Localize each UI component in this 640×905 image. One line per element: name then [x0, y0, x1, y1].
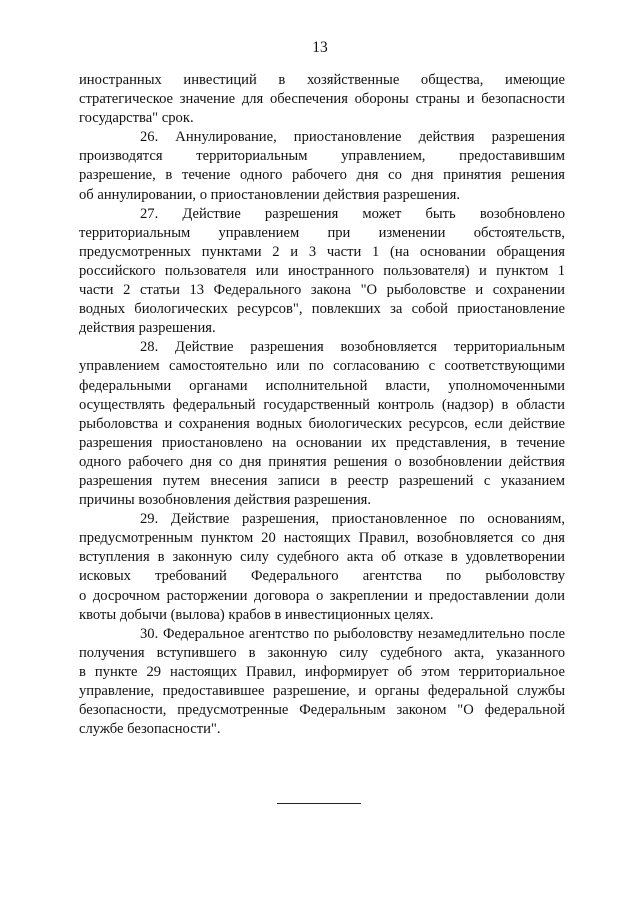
text-line: водных биологических ресурсов", повлекших за собой приостановление: [79, 301, 565, 318]
text-line: разрешения путем внесения записи в реестр разрешений с указанием: [79, 472, 565, 489]
text-line: разрешения приостановлено на основании их представления, в течение: [79, 434, 565, 451]
end-divider: [277, 803, 361, 804]
text-line: 29. Действие разрешения, приостановленное по основаниям,: [140, 511, 565, 528]
text-line: разрешение, в течение одного рабочего дня со дня принятия решения: [79, 167, 565, 184]
text-line: 28. Действие разрешения возобновляется территориальным: [140, 339, 565, 356]
text-line: исковых требований Федерального агентства по рыболовству: [79, 568, 565, 585]
paragraph-p28: [79, 338, 565, 510]
text-line: об аннулировании, о приостановлении действия разрешения.: [79, 186, 461, 203]
text-line: 30. Федеральное агентство по рыболовству незамедлительно после: [140, 625, 565, 642]
text-line: квоты добычи (вылова) крабов в инвестиционных целях.: [79, 606, 434, 623]
text-line: действия разрешения.: [79, 320, 216, 337]
text-line: 26. Аннулирование, приостановление действия разрешения: [140, 129, 565, 146]
text-line: службе безопасности".: [79, 721, 221, 738]
text-line: получения вступившего в законную силу судебного акта, указанного: [79, 644, 565, 661]
text-line: государства" срок.: [79, 110, 194, 127]
text-line: иностранных инвестиций в хозяйственные общества, имеющие: [79, 72, 565, 88]
text-line: управление, предоставившее разрешение, и органы федеральной службы: [79, 683, 565, 699]
text-line: рыболовства и сохранения водных биологических ресурсов, если действие: [79, 415, 565, 432]
text-line: причины возобновления действия разрешения.: [79, 492, 372, 509]
text-line: части 2 статьи 13 Федерального закона "О рыболовстве и сохранении: [79, 282, 565, 299]
text-line: предусмотренным пунктом 20 настоящих Правил, возобновляется со дня: [79, 530, 565, 547]
text-line: российского пользователя или иностранного пользователя) и пунктом 1: [79, 262, 565, 279]
text-line: одного рабочего дня со дня принятия решения о возобновлении действия: [79, 453, 565, 470]
paragraph-cont: [79, 71, 565, 128]
paragraph-p27: [79, 205, 565, 339]
text-line: о досрочном расторжении договора о закреплении и предоставлении доли: [79, 587, 565, 604]
text-line: 27. Действие разрешения может быть возобновлено: [140, 205, 565, 222]
text-line: в пункте 29 настоящих Правил, информирует об этом территориальное: [79, 663, 565, 680]
paragraph-p29: [79, 510, 565, 625]
paragraph-p26: [79, 128, 565, 204]
paragraph-p30: [79, 625, 565, 740]
text-line: территориальным управлением при изменении обстоятельств,: [79, 224, 565, 241]
text-line: предусмотренных пунктами 2 и 3 части 1 (на основании обращения: [79, 243, 565, 260]
document-body: [79, 71, 565, 739]
text-line: федеральными органами исполнительной власти, уполномоченными: [79, 377, 565, 394]
text-line: производятся территориальным управлением, предоставившим: [79, 148, 565, 165]
text-line: вступления в законную силу судебного акта об отказе в удовлетворении: [79, 549, 565, 566]
text-line: стратегическое значение для обеспечения обороны страны и безопасности: [79, 91, 565, 108]
text-line: управлением самостоятельно или по согласованию с соответствующими: [79, 358, 565, 375]
text-line: осуществлять федеральный государственный контроль (надзор) в области: [79, 396, 565, 413]
page-number: 13: [312, 39, 328, 56]
text-line: безопасности, предусмотренные Федеральным законом "О федеральной: [79, 702, 565, 719]
